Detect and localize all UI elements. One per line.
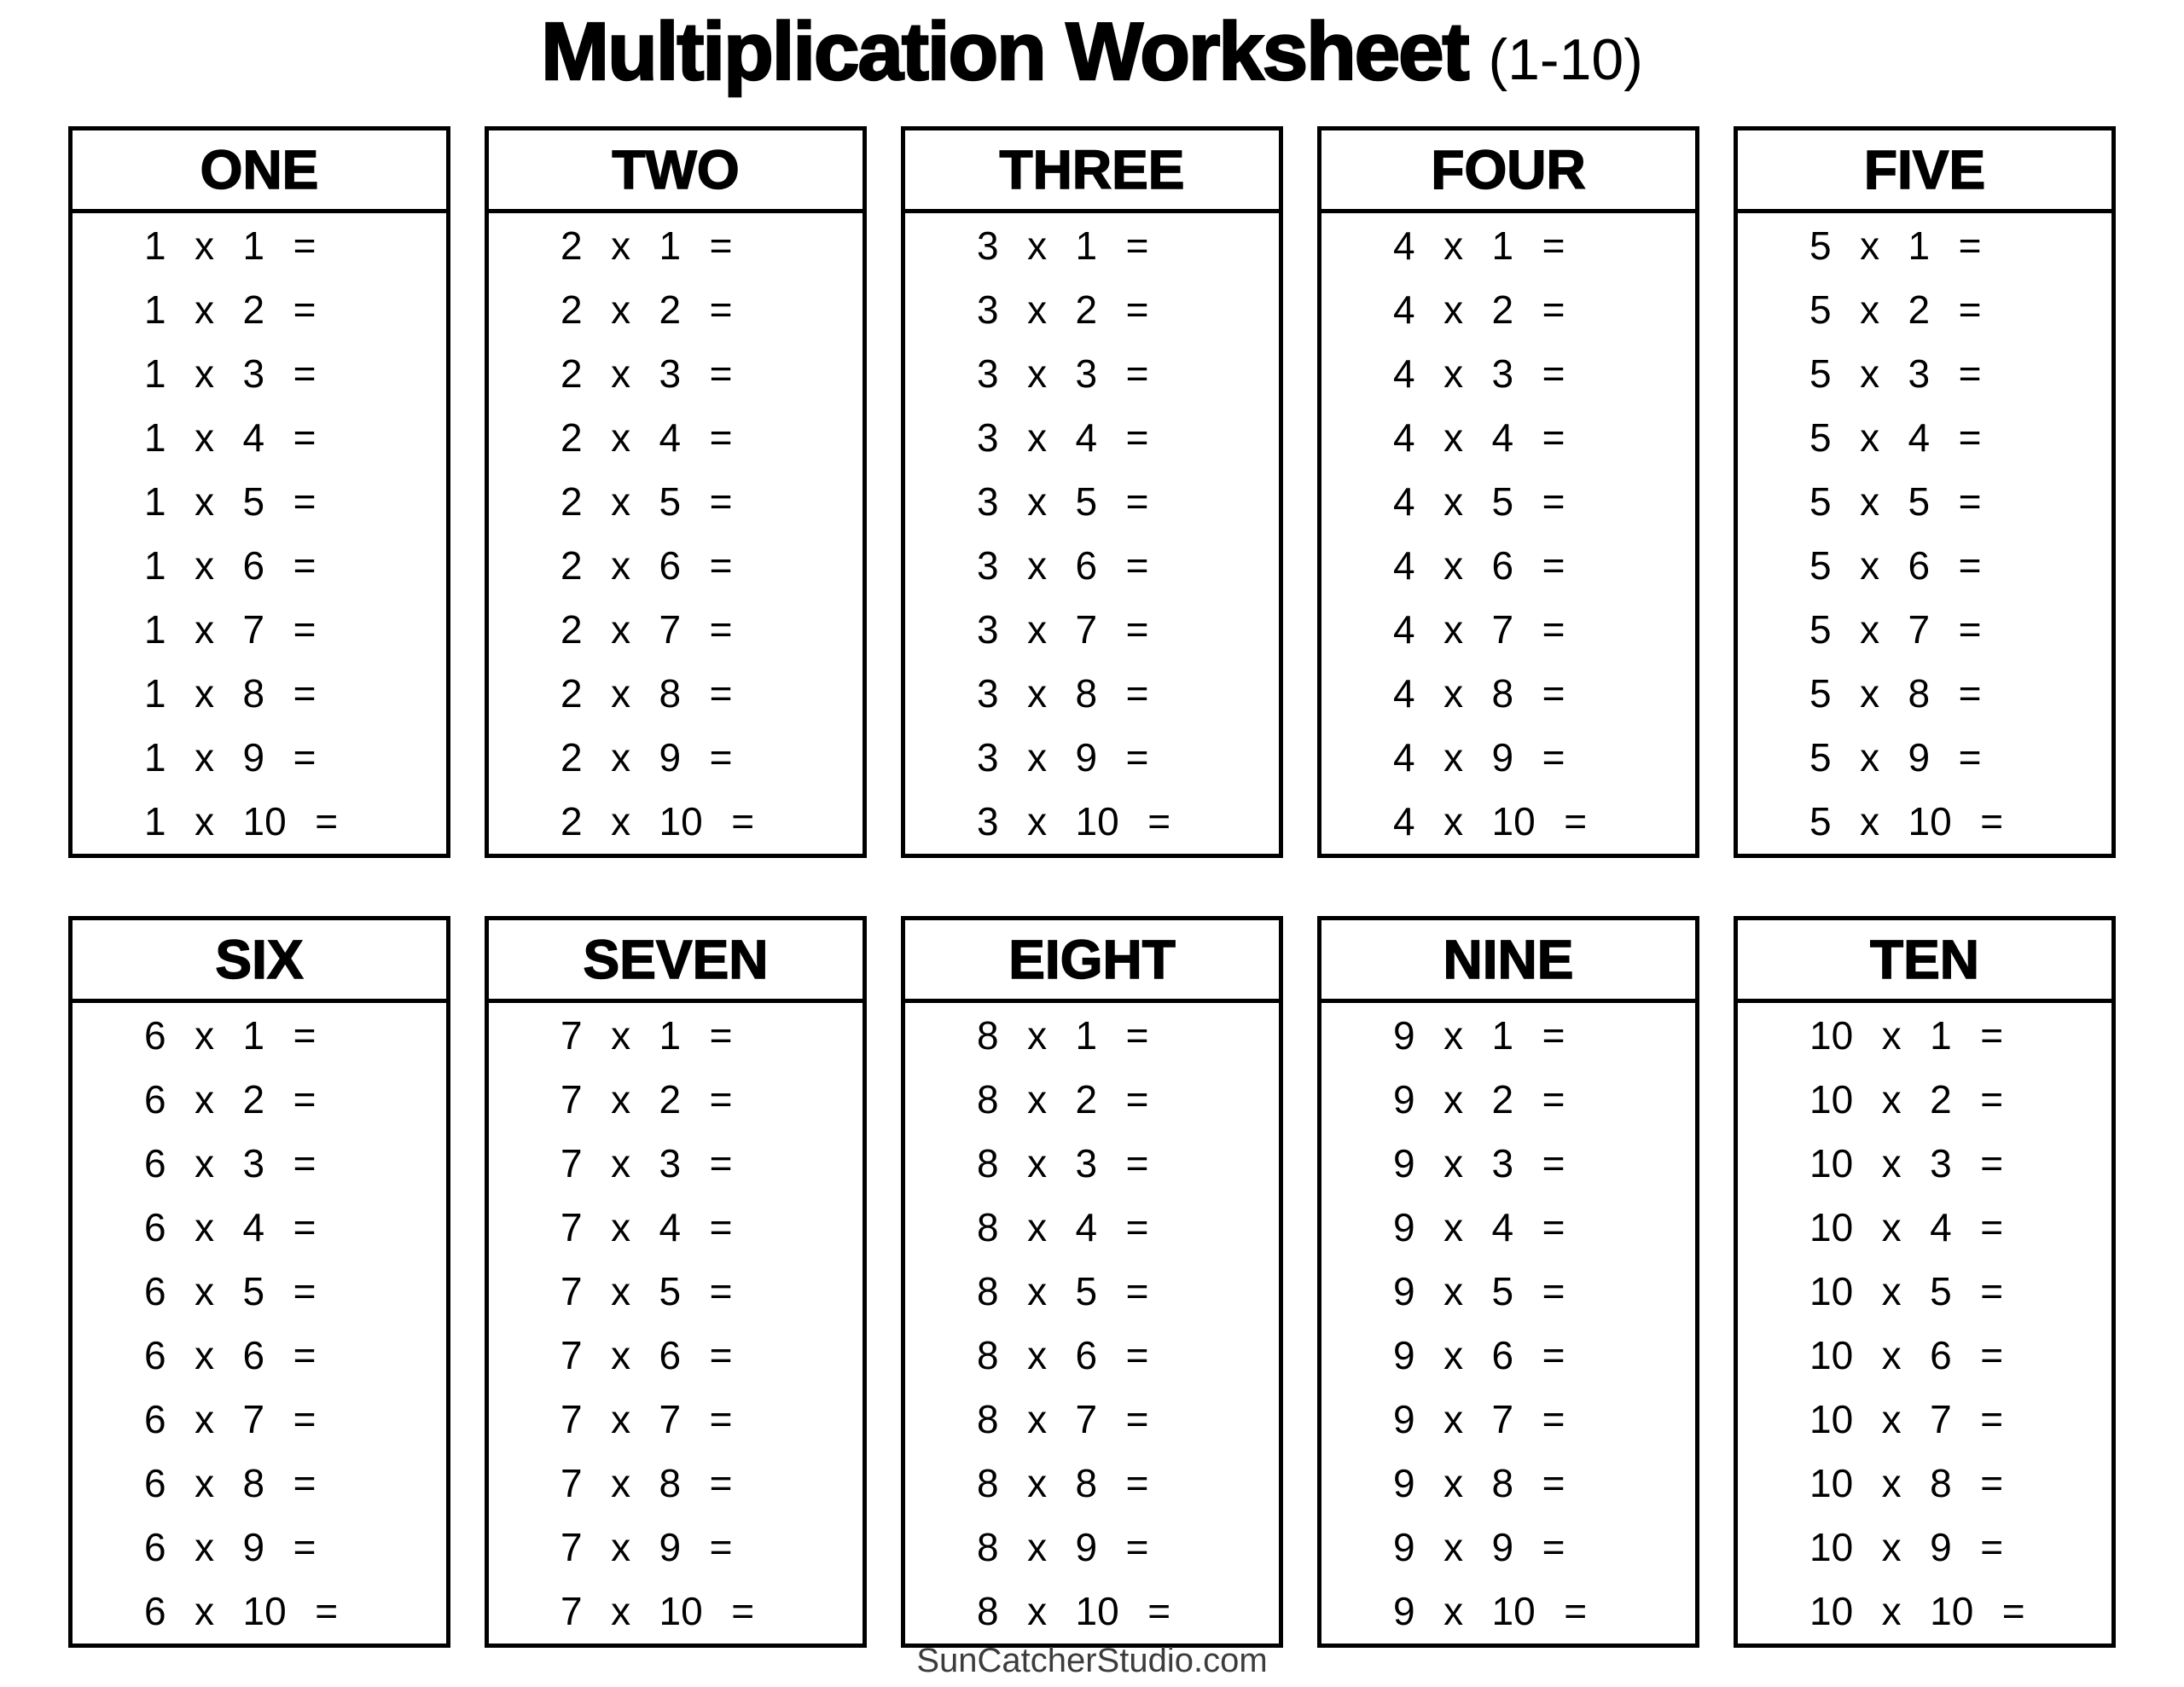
problem-row: 7 x 3 =: [561, 1140, 733, 1186]
table-title: EIGHT: [905, 920, 1279, 1003]
problem-row: 10 x 8 =: [1809, 1461, 2004, 1506]
table-box-six: [68, 916, 450, 1648]
problem-row: 3 x 2 =: [977, 287, 1149, 332]
problem-row: 7 x 10 =: [561, 1589, 755, 1634]
problem-row: 6 x 5 =: [144, 1268, 317, 1313]
table-box-one: [68, 126, 450, 858]
problem-row: 2 x 7 =: [561, 607, 733, 652]
problem-row: 3 x 10 =: [977, 799, 1171, 844]
table-title: FOUR: [1321, 130, 1695, 213]
problem-row: 3 x 6 =: [977, 543, 1149, 588]
problem-row: 5 x 7 =: [1809, 607, 1982, 652]
problem-row: 8 x 6 =: [977, 1333, 1149, 1378]
table-title: TEN: [1738, 920, 2111, 1003]
problem-row: 1 x 7 =: [144, 607, 317, 652]
problem-row: 2 x 8 =: [561, 671, 733, 716]
problem-row: 6 x 2 =: [144, 1076, 317, 1122]
problem-row: 10 x 7 =: [1809, 1397, 2004, 1442]
problem-row: 5 x 10 =: [1809, 799, 2004, 844]
problem-row: 9 x 9 =: [1393, 1525, 1565, 1570]
problem-row: 2 x 2 =: [561, 287, 733, 332]
problem-row: 5 x 2 =: [1809, 287, 1982, 332]
problem-row: 4 x 6 =: [1393, 543, 1565, 588]
problem-row: 9 x 4 =: [1393, 1204, 1565, 1249]
problem-row: 9 x 2 =: [1393, 1076, 1565, 1122]
problem-row: 5 x 1 =: [1809, 223, 1982, 268]
problem-row: 4 x 3 =: [1393, 351, 1565, 396]
tables-grid: [68, 126, 2116, 1648]
problem-row: 10 x 10 =: [1809, 1589, 2025, 1634]
problem-row: 7 x 5 =: [561, 1268, 733, 1313]
problem-row: 1 x 6 =: [144, 543, 317, 588]
problem-row: 2 x 10 =: [561, 799, 755, 844]
problem-row: 5 x 3 =: [1809, 351, 1982, 396]
problem-list: [1321, 213, 1695, 854]
problem-row: 4 x 1 =: [1393, 223, 1565, 268]
problem-row: 1 x 9 =: [144, 735, 317, 780]
problem-list: [1738, 1003, 2111, 1644]
table-box-eight: [901, 916, 1283, 1648]
problem-list: [1321, 1003, 1695, 1644]
table-box-seven: [485, 916, 867, 1648]
problem-list: [489, 213, 863, 854]
problem-row: 3 x 4 =: [977, 415, 1149, 460]
page-title: [0, 0, 2184, 128]
problem-row: 2 x 5 =: [561, 478, 733, 524]
table-title: SIX: [73, 920, 446, 1003]
table-box-five: [1734, 126, 2116, 858]
table-title: FIVE: [1738, 130, 2111, 213]
problem-row: 10 x 2 =: [1809, 1076, 2004, 1122]
problem-row: 7 x 4 =: [561, 1204, 733, 1249]
problem-row: 3 x 7 =: [977, 607, 1149, 652]
problem-row: 8 x 4 =: [977, 1204, 1149, 1249]
problem-row: 6 x 3 =: [144, 1140, 317, 1186]
problem-row: 2 x 6 =: [561, 543, 733, 588]
problem-row: 2 x 4 =: [561, 415, 733, 460]
problem-row: 1 x 4 =: [144, 415, 317, 460]
problem-row: 8 x 2 =: [977, 1076, 1149, 1122]
problem-row: 8 x 3 =: [977, 1140, 1149, 1186]
problem-list: [905, 1003, 1279, 1644]
problem-row: 3 x 1 =: [977, 223, 1149, 268]
problem-row: 8 x 9 =: [977, 1525, 1149, 1570]
problem-row: 9 x 1 =: [1393, 1012, 1565, 1058]
problem-row: 9 x 8 =: [1393, 1461, 1565, 1506]
problem-row: 1 x 8 =: [144, 671, 317, 716]
table-box-four: [1317, 126, 1699, 858]
problem-row: 1 x 3 =: [144, 351, 317, 396]
problem-row: 3 x 9 =: [977, 735, 1149, 780]
problem-row: 10 x 9 =: [1809, 1525, 2004, 1570]
table-box-ten: [1734, 916, 2116, 1648]
problem-row: 4 x 10 =: [1393, 799, 1588, 844]
problem-row: 10 x 4 =: [1809, 1204, 2004, 1249]
problem-row: 7 x 2 =: [561, 1076, 733, 1122]
problem-row: 8 x 10 =: [977, 1589, 1171, 1634]
title-main-text: Multiplication Worksheet: [541, 6, 1468, 97]
problem-list: [1738, 213, 2111, 854]
problem-row: 7 x 8 =: [561, 1461, 733, 1506]
problem-row: 6 x 9 =: [144, 1525, 317, 1570]
problem-row: 7 x 9 =: [561, 1525, 733, 1570]
problem-row: 6 x 4 =: [144, 1204, 317, 1249]
problem-list: [73, 1003, 446, 1644]
problem-row: 1 x 5 =: [144, 478, 317, 524]
problem-row: 7 x 6 =: [561, 1333, 733, 1378]
problem-row: 8 x 7 =: [977, 1397, 1149, 1442]
problem-row: 9 x 10 =: [1393, 1589, 1588, 1634]
problem-row: 4 x 4 =: [1393, 415, 1565, 460]
problem-row: 5 x 5 =: [1809, 478, 1982, 524]
problem-row: 8 x 5 =: [977, 1268, 1149, 1313]
problem-row: 3 x 3 =: [977, 351, 1149, 396]
problem-row: 1 x 10 =: [144, 799, 339, 844]
problem-row: 2 x 3 =: [561, 351, 733, 396]
problem-row: 3 x 5 =: [977, 478, 1149, 524]
problem-row: 6 x 6 =: [144, 1333, 317, 1378]
problem-row: 10 x 5 =: [1809, 1268, 2004, 1313]
problem-row: 8 x 8 =: [977, 1461, 1149, 1506]
problem-row: 2 x 9 =: [561, 735, 733, 780]
problem-row: 4 x 2 =: [1393, 287, 1565, 332]
problem-row: 3 x 8 =: [977, 671, 1149, 716]
problem-row: 6 x 10 =: [144, 1589, 339, 1634]
problem-row: 8 x 1 =: [977, 1012, 1149, 1058]
problem-row: 4 x 7 =: [1393, 607, 1565, 652]
problem-row: 7 x 1 =: [561, 1012, 733, 1058]
table-title: TWO: [489, 130, 863, 213]
problem-list: [905, 213, 1279, 854]
problem-row: 9 x 5 =: [1393, 1268, 1565, 1313]
problem-list: [73, 213, 446, 854]
problem-row: 5 x 8 =: [1809, 671, 1982, 716]
problem-row: 4 x 5 =: [1393, 478, 1565, 524]
problem-list: [489, 1003, 863, 1644]
table-box-three: [901, 126, 1283, 858]
problem-row: 4 x 9 =: [1393, 735, 1565, 780]
table-title: THREE: [905, 130, 1279, 213]
problem-row: 9 x 6 =: [1393, 1333, 1565, 1378]
problem-row: 10 x 3 =: [1809, 1140, 2004, 1186]
table-title: ONE: [73, 130, 446, 213]
problem-row: 9 x 7 =: [1393, 1397, 1565, 1442]
title-range-text: (1-10): [1488, 27, 1643, 92]
footer-credit: SunCatcherStudio.com: [916, 1642, 1268, 1679]
problem-row: 10 x 1 =: [1809, 1012, 2004, 1058]
table-title: NINE: [1321, 920, 1695, 1003]
problem-row: 5 x 4 =: [1809, 415, 1982, 460]
table-box-nine: [1317, 916, 1699, 1648]
table-box-two: [485, 126, 867, 858]
problem-row: 4 x 8 =: [1393, 671, 1565, 716]
problem-row: 1 x 2 =: [144, 287, 317, 332]
problem-row: 5 x 6 =: [1809, 543, 1982, 588]
problem-row: 9 x 3 =: [1393, 1140, 1565, 1186]
problem-row: 6 x 1 =: [144, 1012, 317, 1058]
problem-row: 6 x 7 =: [144, 1397, 317, 1442]
problem-row: 7 x 7 =: [561, 1397, 733, 1442]
problem-row: 1 x 1 =: [144, 223, 317, 268]
table-title: SEVEN: [489, 920, 863, 1003]
problem-row: 10 x 6 =: [1809, 1333, 2004, 1378]
problem-row: 5 x 9 =: [1809, 735, 1982, 780]
problem-row: 6 x 8 =: [144, 1461, 317, 1506]
problem-row: 2 x 1 =: [561, 223, 733, 268]
